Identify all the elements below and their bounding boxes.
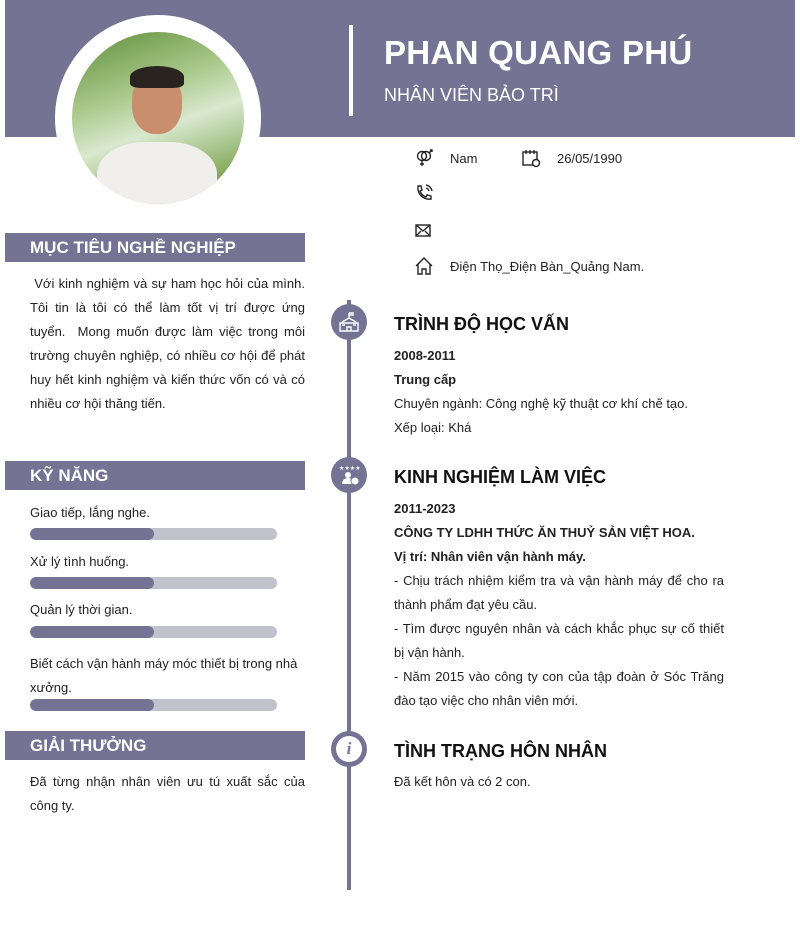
phone-icon	[414, 183, 434, 203]
education-major: Chuyên ngành: Công nghệ kỹ thuật cơ khí chế tạo.	[394, 396, 688, 411]
skill-label: Xử lý tình huống.	[30, 554, 130, 569]
address-value: Điện Thọ_Điện Bàn_Quảng Nam.	[450, 258, 645, 274]
address-row	[414, 256, 644, 276]
timeline-line	[347, 300, 351, 890]
skill-bar-fill	[30, 699, 154, 711]
header-divider	[349, 25, 353, 116]
skill-bar-fill	[30, 528, 154, 540]
info-icon: i	[331, 731, 367, 767]
skill-label: Biết cách vận hành máy móc thiết bị trong nhà xưởng.	[30, 656, 298, 695]
experience-duty: - Tìm được nguyên nhân và cách khắc phục sự cố thiết bị vận hành.	[394, 621, 724, 660]
email-icon	[414, 220, 434, 240]
experience-years: 2011-2023	[394, 501, 456, 516]
skill-label: Giao tiếp, lắng nghe.	[30, 505, 150, 520]
skill-label: Quản lý thời gian.	[30, 602, 133, 617]
objective-heading: MỤC TIÊU NGHỀ NGHIỆP	[5, 233, 305, 262]
experience-duty: - Chịu trách nhiệm kiểm tra và vận hành máy để cho ra thành phẩm đạt yêu cầu.	[394, 573, 724, 612]
skill-bar-fill	[30, 577, 154, 589]
skill-bar	[30, 626, 277, 638]
home-icon	[414, 256, 434, 276]
dob-row	[521, 148, 622, 168]
marital-heading: TÌNH TRẠNG HÔN NHÂN	[394, 741, 607, 761]
dob-value: 26/05/1990	[557, 150, 623, 166]
objective-text: Với kinh nghiệm và sự ham học hỏi của mình. Tôi tin là tôi có thể làm tốt vị trí được ứng tuyển. Mong muốn được làm việc trong môi trường chuyên nghiệp, có nhiều cơ hội để phát huy hết kinh nghiệm và kiến thức vốn có và có nhiều cơ hội thăng tiến.	[30, 276, 309, 411]
education-heading: TRÌNH ĐỘ HỌC VẤN	[394, 314, 569, 334]
email-row	[414, 220, 450, 240]
school-icon	[331, 304, 367, 340]
experience-icon	[331, 457, 367, 493]
education-level: Trung cấp	[394, 372, 457, 387]
avatar	[72, 32, 244, 204]
experience-duty: - Năm 2015 vào công ty con của tập đoàn ở Sóc Trăng đào tạo việc cho nhân viên mới.	[394, 669, 724, 708]
gender-icon	[414, 148, 434, 168]
experience-position: Vị trí: Nhân viên vận hành máy.	[394, 549, 586, 564]
experience-company: CÔNG TY LDHH THỨC ĂN THUỶ SẢN VIỆT HOA.	[394, 525, 695, 540]
candidate-role: NHÂN VIÊN BẢO TRÌ	[384, 85, 559, 105]
gender-value: Nam	[450, 150, 478, 166]
candidate-name: PHAN QUANG PHÚ	[384, 34, 693, 71]
skill-bar	[30, 699, 277, 711]
education-grade: Xếp loại: Khá	[394, 420, 472, 435]
gender-row	[414, 148, 477, 168]
experience-heading: KINH NGHIỆM LÀM VIỆC	[394, 467, 607, 487]
education-years: 2008-2011	[394, 348, 456, 363]
awards-heading: GIẢI THƯỞNG	[5, 731, 305, 760]
skill-bar-fill	[30, 626, 154, 638]
skills-heading: KỸ NĂNG	[5, 461, 305, 490]
calendar-icon	[521, 148, 541, 168]
awards-text: Đã từng nhận nhân viên ưu tú xuất sắc của công ty.	[30, 774, 305, 813]
skill-bar	[30, 577, 277, 589]
skill-bar	[30, 528, 277, 540]
marital-text: Đã kết hôn và có 2 con.	[394, 774, 531, 789]
phone-row	[414, 183, 450, 203]
svg-text:★★★★: ★★★★	[339, 466, 361, 472]
